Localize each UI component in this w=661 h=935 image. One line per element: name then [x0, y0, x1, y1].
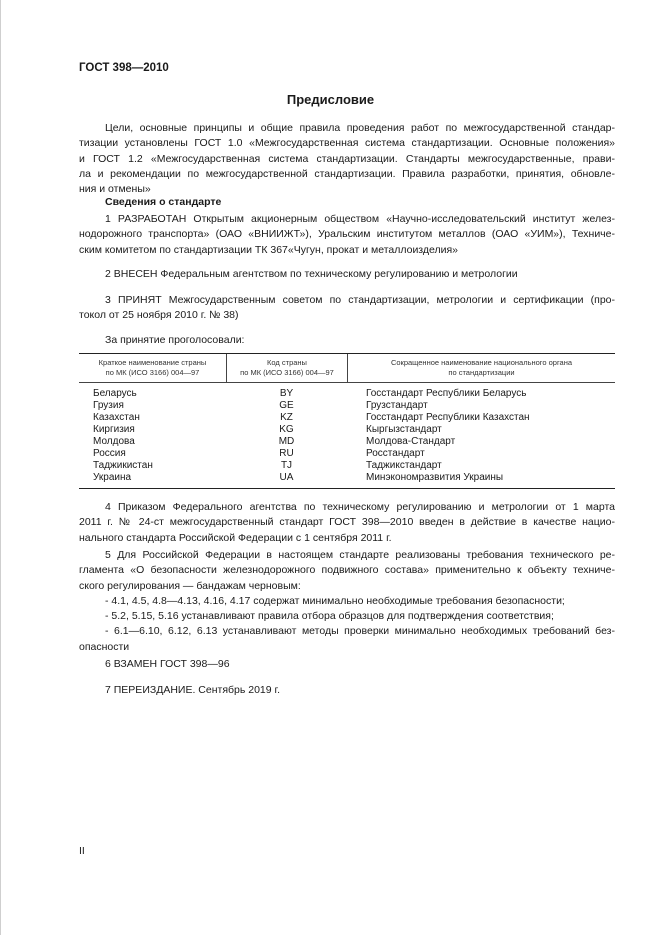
item5-line: - 5.2, 5.15, 5.16 устанавливают правила отбора образцов для подтверждения соответствия; — [105, 610, 554, 623]
item1-line: нодорожного транспорта» (ОАО «ВНИИЖТ»), Уральским институтом металлов (ОАО «УИМ»), Техниче- — [79, 228, 615, 241]
intro-line: Цели, основные принципы и общие правила проведения работ по межгосударственной стандар- — [105, 122, 615, 134]
page-title: Предисловие — [286, 92, 375, 107]
item2-text: 2 ВНЕСЕН Федеральным агентством по техническому регулированию и метрологии — [105, 268, 518, 280]
item3-line: 3 ПРИНЯТ Межгосударственным советом по стандартизации, метрологии и сертификации (про- — [105, 294, 615, 306]
item5-line: - 4.1, 4.5, 4.8—4.13, 4.16, 4.17 содержат минимально необходимые требования безопасности; — [105, 594, 565, 607]
voted-label: За принятие проголосовали: — [105, 334, 245, 346]
item4-line: 2011 г. № 24-ст межгосударственный стандарт ГОСТ 398—2010 введен в действие в качестве нацио- — [79, 516, 615, 529]
item3-paragraph — [79, 293, 615, 324]
table-header-rule — [79, 382, 615, 383]
item7-text: 7 ПЕРЕИЗДАНИЕ. Сентябрь 2019 г. — [105, 684, 280, 696]
intro-line: ния и отмены» — [79, 183, 151, 196]
item1-line: ским комитетом по стандартизации ТК 367«Чугун, прокат и металлоизделия» — [79, 243, 459, 256]
item1-line: 1 РАЗРАБОТАН Открытым акционерным обществом «Научно-исследовательский институт желез- — [105, 213, 615, 225]
intro-line: тизации установлены ГОСТ 1.0 «Межгосударственная система стандартизации. Основные положения» — [79, 137, 615, 150]
item6-text: 6 ВЗАМЕН ГОСТ 398—96 — [105, 658, 230, 670]
item5-line: ского регулирования — бандажам черновым: — [79, 579, 301, 592]
item4-paragraph — [79, 500, 615, 546]
page-number: II — [79, 845, 85, 857]
item5-line: гламента «О безопасности железнодорожного подвижного состава» применительно к объекту техниче- — [79, 564, 615, 577]
intro-line: ла и рекомендации по межгосударственной стандартизации. Правила разработки, принятия, обновле- — [79, 167, 615, 180]
intro-line: и ГОСТ 1.2 «Межгосударственная система стандартизации. Стандарты межгосударственные, прави- — [79, 152, 615, 165]
members-table: Краткое наименование страны по МК (ИСО 3166) 004—97 Код страны по МК (ИСО 3166) 004—97 Сокращенное наименование национального органа по стандартизации Беларусь BY Госстандарт Республики Беларусь Грузия GE Грузстандарт Казахстан KZ Госстандарт Республики Казахстан Киргизия KG Кыргызстандарт Молдова MD Молдова-Стандарт Россия RU Росстандарт Таджикистан TJ Таджикстандарт Украина UA Минэкономразвития Украины — [79, 353, 615, 489]
intro-paragraph — [79, 121, 615, 197]
header-code: Код страны по МК (ИСО 3166) 004—97 — [240, 358, 334, 377]
item5-line: - 6.1—6.10, 6.12, 6.13 устанавливают методы проверки минимально необходимых требований без- — [105, 625, 615, 638]
item5-paragraph — [79, 548, 615, 655]
document-id: ГОСТ 398—2010 — [79, 62, 169, 74]
item3-line: токол от 25 ноября 2010 г. № 38) — [79, 309, 239, 322]
item5-line: опасности — [79, 640, 130, 653]
item5-line: 5 Для Российской Федерации в настоящем стандарте реализованы требования технического ре- — [105, 549, 615, 561]
item1-paragraph — [79, 212, 615, 258]
item4-line: нального стандарта Российской Федерации с 1 сентября 2011 г. — [79, 531, 392, 544]
item4-line: 4 Приказом Федерального агентства по техническому регулированию и метрологии от 1 марта — [105, 501, 615, 513]
about-heading: Сведения о стандарте — [105, 196, 222, 208]
header-org: Сокращенное наименование национального органа по стандартизации — [390, 358, 573, 377]
header-country: Краткое наименование страны по МК (ИСО 3166) 004—97 — [98, 358, 207, 377]
